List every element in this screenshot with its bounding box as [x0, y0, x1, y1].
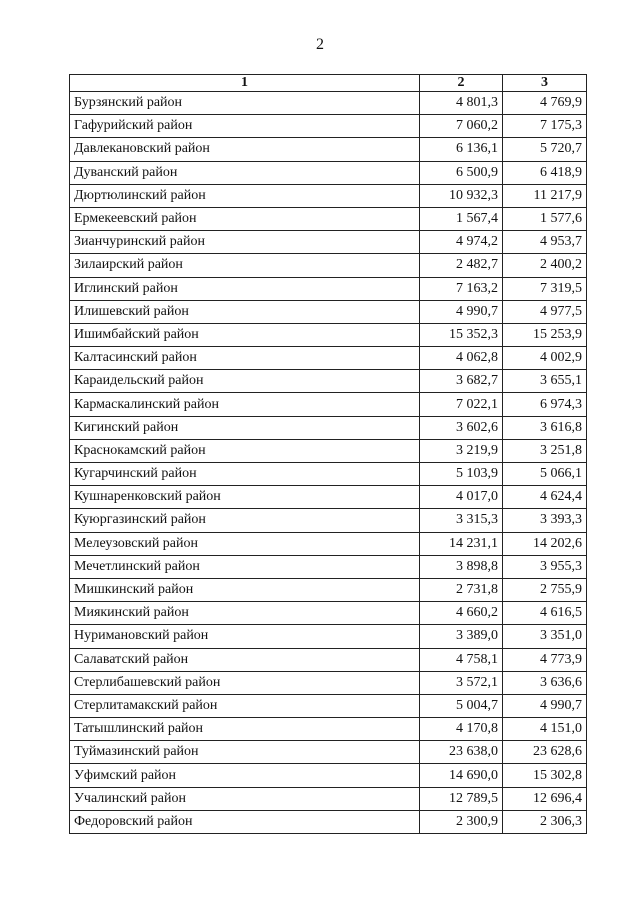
district-name-cell: Кигинский район — [70, 416, 420, 439]
value-col3-cell: 4 953,7 — [503, 231, 587, 254]
value-col2-cell: 14 231,1 — [420, 532, 503, 555]
value-col2-cell: 6 500,9 — [420, 161, 503, 184]
value-col3-cell: 7 319,5 — [503, 277, 587, 300]
table-row — [70, 602, 587, 625]
table-row — [70, 370, 587, 393]
district-name-cell: Миякинский район — [70, 602, 420, 625]
value-col3-cell: 3 251,8 — [503, 439, 587, 462]
table-row — [70, 532, 587, 555]
table-row — [70, 161, 587, 184]
value-col2-cell: 4 062,8 — [420, 347, 503, 370]
district-name-cell: Дуванский район — [70, 161, 420, 184]
value-col3-cell: 3 393,3 — [503, 509, 587, 532]
district-name-cell: Туймазинский район — [70, 741, 420, 764]
column-header-1: 1 — [70, 75, 420, 92]
district-name-cell: Салаватский район — [70, 648, 420, 671]
value-col2-cell: 4 801,3 — [420, 92, 503, 115]
district-name-cell: Мишкинский район — [70, 578, 420, 601]
district-name-cell: Зианчуринский район — [70, 231, 420, 254]
value-col3-cell: 4 977,5 — [503, 300, 587, 323]
value-col2-cell: 3 572,1 — [420, 671, 503, 694]
district-name-cell: Калтасинский район — [70, 347, 420, 370]
district-name-cell: Кармаскалинский район — [70, 393, 420, 416]
table-row — [70, 625, 587, 648]
value-col2-cell: 5 103,9 — [420, 463, 503, 486]
table-row — [70, 671, 587, 694]
value-col3-cell: 3 616,8 — [503, 416, 587, 439]
table-header-row — [70, 75, 587, 92]
table-row — [70, 231, 587, 254]
value-col2-cell: 6 136,1 — [420, 138, 503, 161]
value-col3-cell: 15 302,8 — [503, 764, 587, 787]
table-row — [70, 254, 587, 277]
value-col2-cell: 3 315,3 — [420, 509, 503, 532]
table-row — [70, 509, 587, 532]
value-col3-cell: 4 990,7 — [503, 694, 587, 717]
district-name-cell: Мечетлинский район — [70, 555, 420, 578]
table-row — [70, 138, 587, 161]
district-name-cell: Татышлинский район — [70, 718, 420, 741]
value-col3-cell: 4 773,9 — [503, 648, 587, 671]
table-row — [70, 207, 587, 230]
district-name-cell: Иглинский район — [70, 277, 420, 300]
value-col2-cell: 7 163,2 — [420, 277, 503, 300]
value-col3-cell: 1 577,6 — [503, 207, 587, 230]
district-name-cell: Федоровский район — [70, 810, 420, 833]
district-name-cell: Стерлитамакский район — [70, 694, 420, 717]
district-name-cell: Ишимбайский район — [70, 323, 420, 346]
table-row — [70, 115, 587, 138]
value-col3-cell: 3 955,3 — [503, 555, 587, 578]
value-col3-cell: 3 636,6 — [503, 671, 587, 694]
district-name-cell: Давлекановский район — [70, 138, 420, 161]
value-col2-cell: 4 170,8 — [420, 718, 503, 741]
value-col2-cell: 2 731,8 — [420, 578, 503, 601]
value-col3-cell: 3 655,1 — [503, 370, 587, 393]
value-col2-cell: 1 567,4 — [420, 207, 503, 230]
value-col2-cell: 5 004,7 — [420, 694, 503, 717]
district-name-cell: Нуримановский район — [70, 625, 420, 648]
table-row — [70, 648, 587, 671]
value-col2-cell: 3 898,8 — [420, 555, 503, 578]
district-name-cell: Уфимский район — [70, 764, 420, 787]
table-row — [70, 764, 587, 787]
table-row — [70, 810, 587, 833]
district-name-cell: Учалинский район — [70, 787, 420, 810]
value-col3-cell: 5 066,1 — [503, 463, 587, 486]
table-row — [70, 787, 587, 810]
column-header-3: 3 — [503, 75, 587, 92]
district-name-cell: Куюргазинский район — [70, 509, 420, 532]
value-col3-cell: 4 616,5 — [503, 602, 587, 625]
district-name-cell: Гафурийский район — [70, 115, 420, 138]
table-row — [70, 463, 587, 486]
district-name-cell: Илишевский район — [70, 300, 420, 323]
value-col3-cell: 4 151,0 — [503, 718, 587, 741]
value-col2-cell: 10 932,3 — [420, 184, 503, 207]
table-row — [70, 439, 587, 462]
value-col3-cell: 3 351,0 — [503, 625, 587, 648]
table-row — [70, 323, 587, 346]
district-name-cell: Мелеузовский район — [70, 532, 420, 555]
district-name-cell: Караидельский район — [70, 370, 420, 393]
table-row — [70, 555, 587, 578]
value-col2-cell: 2 482,7 — [420, 254, 503, 277]
table-row — [70, 92, 587, 115]
value-col3-cell: 6 974,3 — [503, 393, 587, 416]
value-col2-cell: 4 974,2 — [420, 231, 503, 254]
data-table — [69, 74, 587, 834]
value-col2-cell: 7 060,2 — [420, 115, 503, 138]
table-row — [70, 300, 587, 323]
table-row — [70, 741, 587, 764]
value-col3-cell: 2 400,2 — [503, 254, 587, 277]
value-col2-cell: 3 219,9 — [420, 439, 503, 462]
value-col3-cell: 4 769,9 — [503, 92, 587, 115]
value-col3-cell: 14 202,6 — [503, 532, 587, 555]
value-col2-cell: 3 602,6 — [420, 416, 503, 439]
district-name-cell: Дюртюлинский район — [70, 184, 420, 207]
value-col3-cell: 2 755,9 — [503, 578, 587, 601]
value-col3-cell: 4 624,4 — [503, 486, 587, 509]
value-col2-cell: 23 638,0 — [420, 741, 503, 764]
column-header-2: 2 — [420, 75, 503, 92]
district-name-cell: Стерлибашевский район — [70, 671, 420, 694]
value-col3-cell: 12 696,4 — [503, 787, 587, 810]
value-col2-cell: 7 022,1 — [420, 393, 503, 416]
value-col2-cell: 4 758,1 — [420, 648, 503, 671]
value-col3-cell: 15 253,9 — [503, 323, 587, 346]
district-name-cell: Кушнаренковский район — [70, 486, 420, 509]
value-col3-cell: 6 418,9 — [503, 161, 587, 184]
table-row — [70, 578, 587, 601]
value-col3-cell: 11 217,9 — [503, 184, 587, 207]
district-name-cell: Ермекеевский район — [70, 207, 420, 230]
table-row — [70, 694, 587, 717]
table-row — [70, 416, 587, 439]
district-name-cell: Кугарчинский район — [70, 463, 420, 486]
value-col3-cell: 2 306,3 — [503, 810, 587, 833]
value-col2-cell: 2 300,9 — [420, 810, 503, 833]
district-name-cell: Краснокамский район — [70, 439, 420, 462]
value-col2-cell: 3 682,7 — [420, 370, 503, 393]
value-col2-cell: 4 990,7 — [420, 300, 503, 323]
value-col2-cell: 15 352,3 — [420, 323, 503, 346]
table-row — [70, 393, 587, 416]
table-row — [70, 347, 587, 370]
value-col2-cell: 12 789,5 — [420, 787, 503, 810]
value-col2-cell: 4 017,0 — [420, 486, 503, 509]
value-col3-cell: 23 628,6 — [503, 741, 587, 764]
value-col2-cell: 3 389,0 — [420, 625, 503, 648]
table-row — [70, 184, 587, 207]
district-name-cell: Зилаирский район — [70, 254, 420, 277]
table-row — [70, 486, 587, 509]
value-col3-cell: 5 720,7 — [503, 138, 587, 161]
table-row — [70, 277, 587, 300]
page-number: 2 — [316, 36, 324, 53]
value-col3-cell: 4 002,9 — [503, 347, 587, 370]
value-col3-cell: 7 175,3 — [503, 115, 587, 138]
value-col2-cell: 14 690,0 — [420, 764, 503, 787]
district-name-cell: Бурзянский район — [70, 92, 420, 115]
value-col2-cell: 4 660,2 — [420, 602, 503, 625]
table-row — [70, 718, 587, 741]
table-body — [70, 92, 587, 834]
